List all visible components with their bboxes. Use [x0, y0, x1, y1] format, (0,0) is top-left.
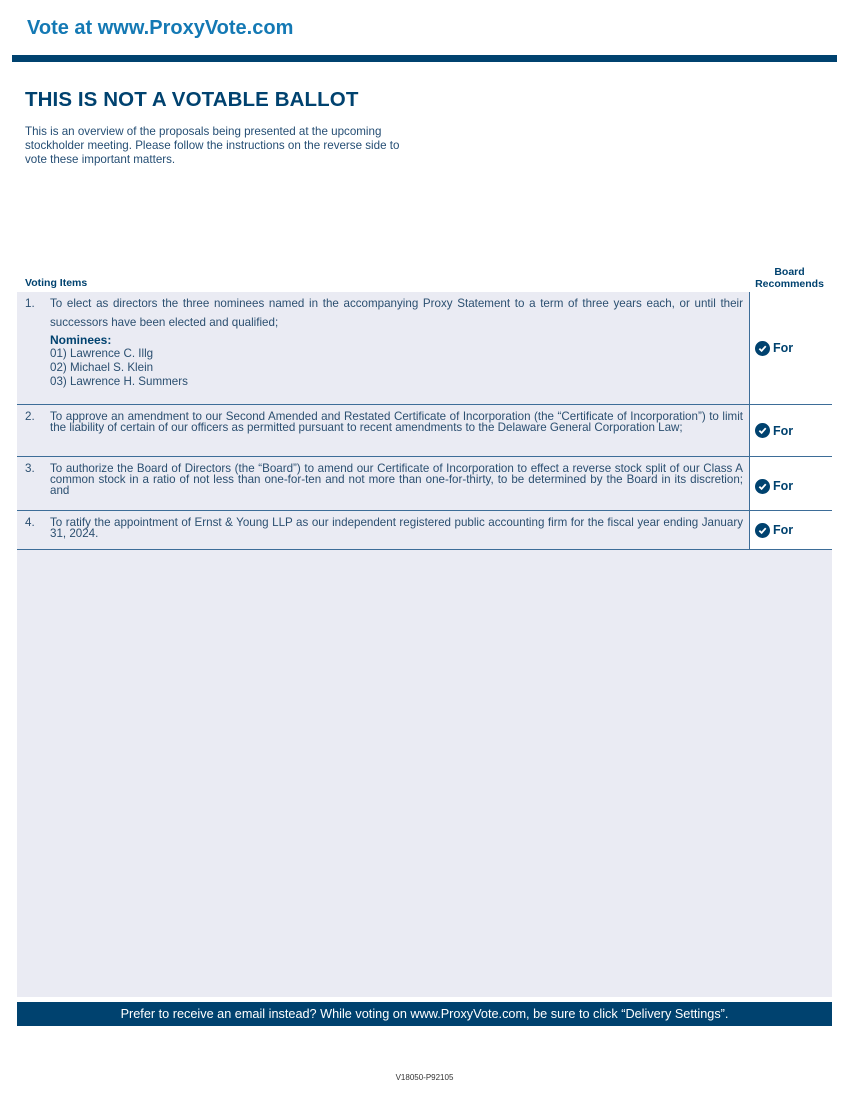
voting-item-row-4: [17, 511, 832, 550]
email-delivery-banner: Prefer to receive an email instead? While voting on www.ProxyVote.com, be sure to click “Delivery Settings”.: [17, 1002, 832, 1026]
item-description: To ratify the appointment of Ernst & Young LLP as our independent registered public accounting firm for the fiscal year ending January 31, 2024.: [50, 516, 743, 540]
nominee-1: 01) Lawrence C. Illg: [50, 347, 154, 360]
voting-item-row-2: [17, 405, 832, 457]
nominee-2: 02) Michael S. Klein: [50, 361, 154, 374]
check-circle-icon: [755, 479, 770, 494]
voting-item-text-cell: [17, 457, 749, 510]
check-circle-icon: [755, 523, 770, 538]
voting-items-header: Voting Items: [25, 277, 88, 289]
voting-item-text-cell: [17, 292, 749, 404]
vote-url-heading: Vote at www.ProxyVote.com: [27, 17, 294, 39]
board-recommends-header: [747, 266, 832, 290]
item-number: 3.: [25, 462, 35, 475]
nominee-3: 03) Lawrence H. Summers: [50, 375, 188, 388]
header-divider: [12, 55, 837, 62]
item-number: 1.: [25, 297, 35, 310]
board-recommends-header-line1: Board: [774, 266, 805, 278]
board-recommends-header-line2: Recommends: [755, 278, 824, 290]
nominees-label: Nominees:: [50, 333, 112, 347]
voting-item-text-cell: [17, 511, 749, 549]
item-number: 4.: [25, 516, 35, 529]
voting-item-text-cell: [17, 405, 749, 456]
recommendation-label: For: [773, 479, 794, 493]
board-recommendation-cell: [749, 511, 832, 549]
recommendation-label: For: [773, 423, 794, 438]
item-description: To elect as directors the three nominees named in the accompanying Proxy Statement to a term of three years each, or until their successors have been elected and qualified;: [50, 297, 743, 329]
recommendation-label: For: [773, 523, 794, 537]
check-circle-icon: [755, 423, 770, 438]
voting-item-row-3: [17, 457, 832, 511]
board-recommendation-cell: [749, 405, 832, 456]
page-title: THIS IS NOT A VOTABLE BALLOT: [25, 88, 359, 111]
item-number: 2.: [25, 410, 35, 423]
check-circle-icon: [755, 341, 770, 356]
item-description: To authorize the Board of Directors (the “Board”) to amend our Certificate of Incorporation to effect a reverse stock split of our Class A common stock in a ratio of not less than one-for-ten and not more than one-for-thirty, to be determined by the Board in its discretion; and: [50, 462, 743, 497]
board-recommendation-cell: [749, 457, 832, 510]
intro-text: This is an overview of the proposals being presented at the upcoming stockholder meeting. Please follow the instructions on the reverse side to vote these important matters.: [25, 125, 400, 166]
document-code: V18050-P92105: [395, 1073, 454, 1082]
item-description: To approve an amendment to our Second Amended and Restated Certificate of Incorporation (the “Certificate of Incorporation”) to limit the liability of certain of our officers as permitted pursuant to recent amendments to the Delaware General Corporation Law;: [50, 410, 743, 434]
recommendation-label: For: [773, 341, 794, 355]
board-recommendation-cell: [749, 292, 832, 404]
voting-item-row-1: [17, 292, 832, 405]
